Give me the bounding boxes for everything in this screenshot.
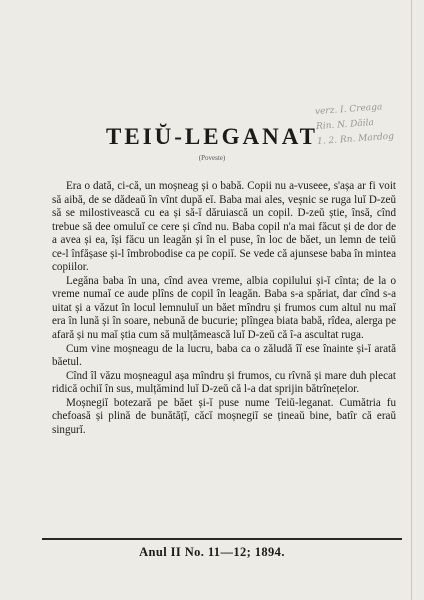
paragraph: Legăna baba în una, cînd avea vreme, albia copilului și-ĭ cînta; de la o vreme numaĭ ce aude plîns de copil în leagăn. Baba s-a spăriat, dar cînd s-a uitat și a văzut în locul lemnuluĭ un băet mîndru și frumos cum altul nu maĭ era în lună și în soare, nebună de bucurie; plîngea biata babă, rîdea, alerga pe afară și nu maĭ știa cum să mulțămească luĭ D-zeŭ că î-a ascultat ruga. [52,274,396,342]
paragraph: Era o dată, ci-că, un moșneag și o babă. Copii nu a-vuseee, s'așa ar fi voit să aibă, de se dădeaŭ în vînt după eĭ. Baba mai ales, veșnic se ruga luĭ D-zeŭ să se milostivească cu ea și să-ĭ dăruiască un copil. D-zeŭ știe, însă, cînd trebue să dee omuluĭ ce cere și cînd nu. Baba copil n'a mai făcut și de dor de a avea și ea, își făcu un leagăn și în el puse, în loc de băet, un lemn de teiŭ ce-l înfășase și-l îmbrobodise ca pe copiĭ. Se vede că ajunsese baba în mintea copiilor. [52,180,396,274]
paragraph: Moșnegiĭ botezară pe băet și-ĭ puse nume Teiŭ-leganat. Cumătria fu chefoasă și plină de bunătățĭ, căcĭ moșnegiĭ se țineaŭ bine, batîr că eraŭ singurĭ. [52,396,396,436]
issue-footer: Anul II No. 11—12; 1894. [139,545,285,559]
story-title: TEIŬ-LEGANAT [106,124,318,149]
paragraph: Cum vine moșneagu de la lucru, baba ca o zăludă îĭ ese înainte și-ĭ arată băetul. [52,342,396,369]
footer-divider [42,538,402,540]
handwritten-line: verz. I. Creaga [314,102,383,118]
story-subtitle: (Poveste) [198,154,226,162]
handwritten-line: Rin. N. Dăila [315,118,375,133]
story-body [52,180,396,437]
paragraph: Cînd îl văzu moșneagul așa mîndru și frumos, cu rîvnă și mare duh plecat ridică ochiĭ în sus, mulțămind luĭ D-zeŭ că l-a dat sprijin bătrînețelor. [52,369,396,396]
handwritten-line: 1. 2. Rn. Mardog [316,131,395,148]
